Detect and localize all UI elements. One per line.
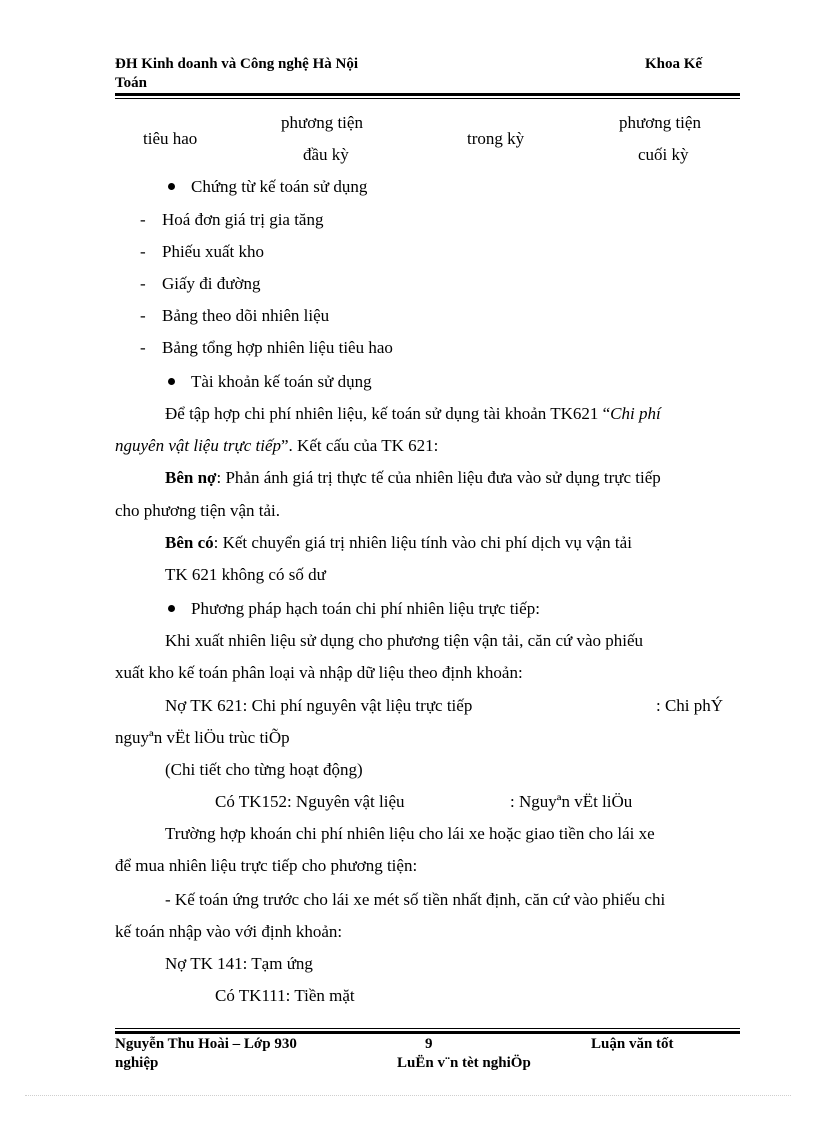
header-rule-thick bbox=[115, 93, 740, 96]
paragraph-tk621-intro-cont: nguyên vật liệu trực tiếp”. Kết cấu của TK 621: bbox=[115, 436, 439, 455]
paragraph-advance: - Kế toán ứng trước cho lái xe mét số tiền nhất định, căn cứ vào phiếu chi bbox=[165, 890, 666, 909]
footer-page-number: 9 bbox=[425, 1036, 433, 1052]
credit-side: Bên có: Kết chuyển giá trị nhiên liệu tính vào chi phí dịch vụ vận tải bbox=[165, 533, 632, 552]
header-school-name: ĐH Kinh doanh và Công nghệ Hà Nội bbox=[115, 56, 358, 72]
paragraph-fuel-contract-cont: để mua nhiên liệu trực tiếp cho phương tiện: bbox=[115, 856, 418, 875]
entry-credit-111: Có TK111: Tiền mặt bbox=[215, 986, 355, 1005]
table-cell-during: trong kỳ bbox=[467, 129, 525, 148]
no-balance-note: TK 621 không có số dư bbox=[165, 565, 326, 584]
footer-rule-thin bbox=[115, 1028, 740, 1029]
table-cell-end-l1: phương tiện bbox=[619, 113, 701, 132]
entry-credit-152: Có TK152: Nguyên vật liệu bbox=[215, 792, 405, 811]
paragraph-fuel-contract: Trường hợp khoán chi phí nhiên liệu cho lái xe hoặc giao tiền cho lái xe bbox=[165, 824, 655, 843]
footer-thesis: Luận văn tốt bbox=[591, 1036, 674, 1052]
page-edge-divider bbox=[25, 1095, 791, 1096]
entry-credit-152-note: : Nguyªn vËt liÖu bbox=[510, 792, 633, 811]
list-item: - Hoá đơn giá trị gia tăng bbox=[140, 210, 324, 229]
detail-note: (Chi tiết cho từng hoạt động) bbox=[165, 760, 363, 779]
debit-side: Bên nợ: Phản ánh giá trị thực tế của nhiên liệu đưa vào sử dụng trực tiếp bbox=[165, 468, 661, 487]
footer-rule-thick bbox=[115, 1031, 740, 1034]
bullet-icon bbox=[168, 605, 175, 612]
entry-debit-621-note: : Chi phÝ bbox=[656, 696, 724, 715]
paragraph-issue-cont: xuất kho kế toán phân loại và nhập dữ liệu theo định khoản: bbox=[115, 663, 523, 682]
list-item: - Phiếu xuất kho bbox=[140, 242, 264, 261]
entry-debit-621: Nợ TK 621: Chi phí nguyên vật liệu trực tiếp bbox=[165, 696, 473, 715]
footer-author: Nguyễn Thu Hoài – Lớp 930 bbox=[115, 1036, 297, 1052]
bullet-icon bbox=[168, 378, 175, 385]
paragraph-issue: Khi xuất nhiên liệu sử dụng cho phương tiện vận tải, căn cứ vào phiếu bbox=[165, 631, 644, 650]
footer-author-cont: nghiệp bbox=[115, 1055, 159, 1071]
header-school-name-cont: Toán bbox=[115, 75, 147, 91]
entry-debit-621-note-cont: nguyªn vËt liÖu trùc tiÕp bbox=[115, 728, 290, 747]
list-item: - Bảng tổng hợp nhiên liệu tiêu hao bbox=[140, 338, 393, 357]
header-rule-thin bbox=[115, 98, 740, 99]
table-cell-begin-l1: phương tiện bbox=[281, 113, 363, 132]
bullet-icon bbox=[168, 183, 175, 190]
bullet-accounts: Tài khoản kế toán sử dụng bbox=[168, 372, 372, 392]
footer-thesis-label: LuËn v¨n tèt nghiÖp bbox=[397, 1055, 531, 1071]
bullet-method: Phương pháp hạch toán chi phí nhiên liệu trực tiếp: bbox=[168, 599, 540, 619]
paragraph-advance-cont: kế toán nhập vào với định khoản: bbox=[115, 922, 343, 941]
table-cell-end-l2: cuối kỳ bbox=[638, 145, 689, 164]
list-item: - Giấy đi đường bbox=[140, 274, 261, 293]
table-cell-consumed: tiêu hao bbox=[143, 129, 198, 148]
entry-debit-141: Nợ TK 141: Tạm ứng bbox=[165, 954, 313, 973]
list-item: - Bảng theo dõi nhiên liệu bbox=[140, 306, 330, 325]
paragraph-tk621-intro: Để tập hợp chi phí nhiên liệu, kế toán sử dụng tài khoản TK621 “Chi phí bbox=[165, 404, 661, 423]
table-cell-begin-l2: đầu kỳ bbox=[303, 145, 349, 164]
header-faculty: Khoa Kế bbox=[645, 56, 703, 72]
bullet-documents: Chứng từ kế toán sử dụng bbox=[168, 177, 367, 197]
debit-side-cont: cho phương tiện vận tải. bbox=[115, 501, 281, 520]
